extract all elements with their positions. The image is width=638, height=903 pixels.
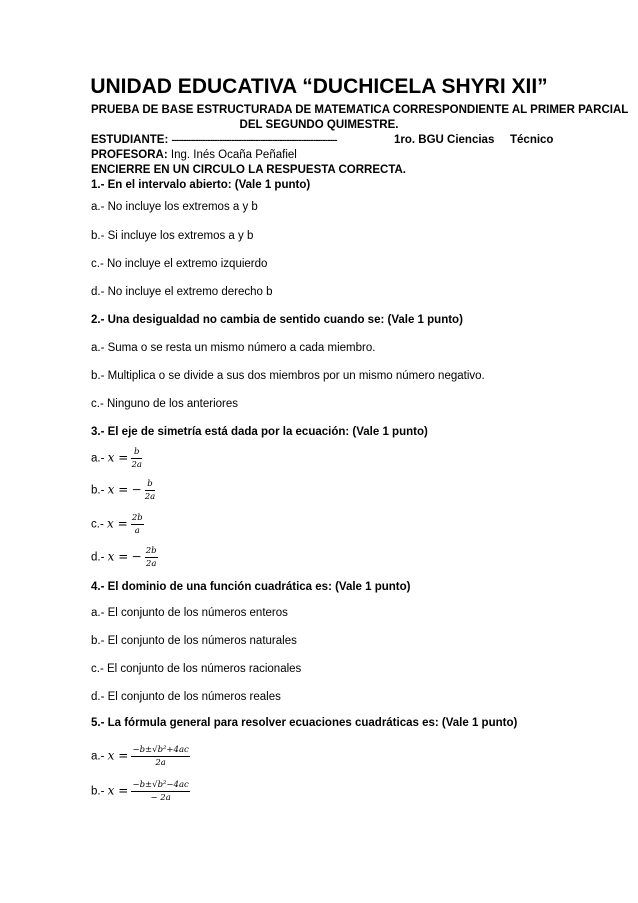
exam-title-line2: DEL SEGUNDO QUIMESTRE. [239,119,399,131]
fraction [145,479,155,502]
equation-lhs: x = [107,482,129,497]
option-label: c.- [91,518,104,531]
question-4-option-c[interactable]: c.- El conjunto de los números racionales [91,663,302,675]
equation-sign: − [131,549,142,564]
fraction-denominator: 2a [144,492,156,502]
question-3-option-b[interactable] [91,479,155,502]
student-name-blank[interactable]: --------------------------------------------------------------------- [171,135,337,145]
fraction [131,745,189,768]
fraction-numerator: 2b [131,513,143,523]
question-3: 3.- El eje de simetría está dada por la ecuación: (Vale 1 punto) [91,426,428,438]
option-label: b.- [91,785,105,798]
technical-label: Técnico [510,134,554,146]
question-2-option-b[interactable]: b.- Multiplica o se divide a sus dos miembros por un mismo número negativo. [91,370,485,382]
option-label: a.- [91,452,105,465]
teacher-name: Ing. Inés Ocaña Peñafiel [170,149,297,161]
question-1: 1.- En el intervalo abierto: (Vale 1 punto) [91,179,311,191]
question-4: 4.- El dominio de una función cuadrática es: (Vale 1 punto) [91,581,411,593]
fraction-denominator: − 2a [150,793,171,803]
question-4-option-a[interactable]: a.- El conjunto de los números enteros [91,607,288,619]
question-2-option-a[interactable]: a.- Suma o se resta un mismo número a cada miembro. [91,342,376,354]
instruction: ENCIERRE EN UN CIRCULO LA RESPUESTA CORRECTA. [91,164,406,176]
equation-lhs: x = [107,450,129,465]
option-label: d.- [91,551,105,564]
teacher-label: PROFESORA: [91,149,168,161]
fraction [131,780,189,803]
fraction-numerator: b [131,447,141,459]
fraction [131,513,144,536]
fraction-denominator: a [134,526,140,536]
fraction [145,546,158,569]
equation-lhs: x = [107,549,129,564]
teacher-line [91,149,297,161]
option-label: b.- [91,484,105,497]
course-label: 1ro. BGU Ciencias [394,134,495,146]
student-label: ESTUDIANTE: [91,134,169,146]
question-1-option-d[interactable]: d.- No incluye el extremo derecho b [91,286,273,298]
question-2: 2.- Una desigualdad no cambia de sentido cuando se: (Vale 1 punto) [91,314,463,326]
equation-lhs: x = [107,748,129,763]
student-line [91,134,337,146]
question-3-option-a[interactable] [91,447,142,470]
fraction-denominator: 2a [155,758,166,768]
question-2-option-c[interactable]: c.- Ninguno de los anteriores [91,398,239,410]
equation-lhs: x = [106,516,128,531]
question-4-option-b[interactable]: b.- El conjunto de los números naturales [91,635,297,647]
option-label: a.- [91,750,105,763]
question-5-option-a[interactable] [91,745,190,768]
question-3-option-c[interactable] [91,513,144,536]
question-1-option-a[interactable]: a.- No incluye los extremos a y b [91,201,258,213]
fraction-numerator: b [145,479,155,491]
question-3-option-d[interactable] [91,546,158,569]
exam-title-line1: PRUEBA DE BASE ESTRUCTURADA DE MATEMATICA CORRESPONDIENTE AL PRIMER PARCIAL [91,104,629,116]
question-5: 5.- La fórmula general para resolver ecuaciones cuadráticas es: (Vale 1 punto) [91,717,518,729]
fraction [131,447,141,470]
question-5-option-b[interactable] [91,780,190,803]
equation-sign: − [131,482,142,497]
fraction-numerator: −b±√b²+4ac [132,745,189,755]
question-1-option-b[interactable]: b.- Si incluye los extremos a y b [91,230,254,242]
fraction-denominator: 2a [145,559,157,569]
fraction-numerator: 2b [145,546,157,556]
question-1-option-c[interactable]: c.- No incluye el extremo izquierdo [91,258,268,270]
fraction-numerator: −b±√b²−4ac [132,780,189,790]
school-title: UNIDAD EDUCATIVA “DUCHICELA SHYRI XII” [90,75,548,98]
fraction-denominator: 2a [131,460,142,470]
question-4-option-d[interactable]: d.- El conjunto de los números reales [91,691,281,703]
equation-lhs: x = [107,783,129,798]
